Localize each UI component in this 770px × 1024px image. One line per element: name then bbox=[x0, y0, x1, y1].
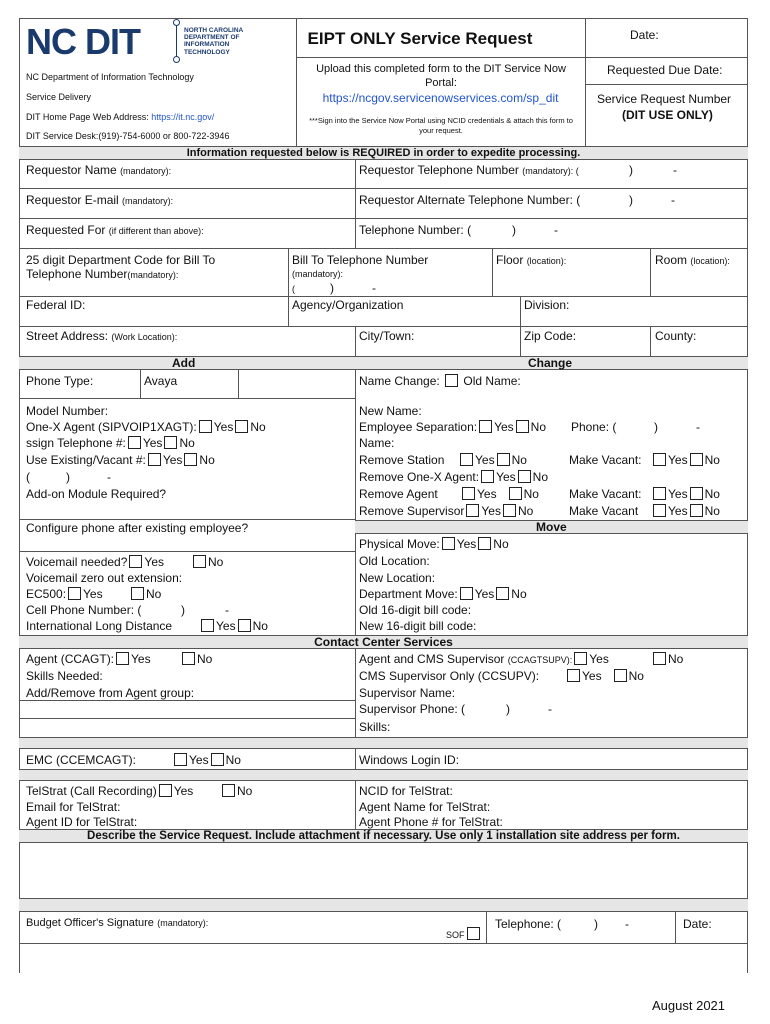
no-label: No bbox=[199, 453, 215, 467]
make-vacant-label: Make Vacant: bbox=[569, 487, 642, 501]
describe-banner: Describe the Service Request. Include attachment if necessary. Use only 1 installation site address per form. bbox=[87, 830, 680, 842]
checkbox[interactable] bbox=[222, 784, 235, 797]
no-label: No bbox=[208, 555, 224, 569]
name-change-row bbox=[359, 374, 521, 388]
yes-label: Yes bbox=[162, 453, 183, 467]
checkbox[interactable] bbox=[690, 487, 703, 500]
checkbox[interactable] bbox=[462, 487, 475, 500]
for-tel-label: Telephone Number: ( bbox=[359, 223, 472, 237]
intl-checks bbox=[199, 619, 268, 633]
vm-row bbox=[26, 555, 164, 569]
alt-tel-label: Requestor Alternate Telephone Number: ( bbox=[359, 193, 581, 207]
requestor-name bbox=[26, 163, 171, 178]
dash: - bbox=[625, 917, 629, 931]
telstrat-no bbox=[220, 784, 252, 798]
no-label: No bbox=[179, 436, 195, 450]
yes-label: Yes bbox=[173, 784, 194, 798]
county-label: County: bbox=[655, 329, 697, 343]
emc-row bbox=[26, 753, 136, 767]
yes-label: Yes bbox=[475, 453, 495, 467]
service-desk: DIT Service Desk:(919)-754-6000 or 800-722-3946 bbox=[26, 131, 230, 141]
requestor-tel-label: Requestor Telephone Number bbox=[359, 163, 519, 177]
srn-label: Service Request Number bbox=[597, 92, 732, 106]
cms-only-label: CMS Supervisor Only (CCSUPV): bbox=[359, 669, 540, 683]
new-location-label: New Location: bbox=[359, 571, 436, 585]
no-label: No bbox=[523, 487, 539, 501]
mandatory-note: (mandatory): ( bbox=[522, 166, 579, 176]
dash: - bbox=[372, 281, 376, 295]
separation-label: Employee Separation: bbox=[359, 420, 478, 434]
budget-label: Budget Officer's Signature bbox=[26, 917, 154, 929]
ec500-label: EC500: bbox=[26, 587, 67, 601]
paren-close: ) bbox=[629, 193, 633, 207]
checkbox[interactable] bbox=[479, 420, 492, 433]
srn-dit-use: (DIT USE ONLY) bbox=[622, 108, 713, 122]
checkbox[interactable] bbox=[653, 487, 666, 500]
checkbox[interactable] bbox=[235, 420, 248, 433]
budget-signature bbox=[26, 915, 208, 930]
checkbox[interactable] bbox=[128, 436, 141, 449]
no-label: No bbox=[237, 784, 253, 798]
logo-line: NORTH CAROLINA bbox=[184, 27, 244, 34]
addon-label: Add-on Module Required? bbox=[26, 487, 167, 501]
make-vacant-checks bbox=[651, 453, 720, 467]
dash: - bbox=[225, 603, 229, 617]
dash: - bbox=[554, 223, 558, 237]
logo-line: TECHNOLOGY bbox=[184, 48, 230, 56]
separation-row bbox=[359, 420, 546, 434]
yes-label: Yes bbox=[142, 436, 163, 450]
agent-phone-telstrat-label: Agent Phone # for TelStrat: bbox=[359, 815, 503, 829]
old-location-label: Old Location: bbox=[359, 554, 430, 568]
dept-move-row bbox=[359, 587, 527, 601]
ec500-no bbox=[129, 587, 161, 601]
checkbox[interactable] bbox=[509, 487, 522, 500]
street-label: Street Address: bbox=[26, 329, 109, 343]
web-label: DIT Home Page Web Address: bbox=[26, 112, 149, 122]
checkbox[interactable] bbox=[182, 652, 195, 665]
physical-move-row bbox=[359, 537, 509, 551]
agency-label: Agency/Organization bbox=[292, 298, 404, 312]
dept-code-line2 bbox=[26, 267, 178, 282]
mandatory-note: (mandatory): bbox=[157, 918, 209, 928]
checkbox[interactable] bbox=[164, 436, 177, 449]
mandatory-note: (mandatory): bbox=[127, 270, 179, 280]
no-label: No bbox=[146, 587, 162, 601]
web-address bbox=[26, 110, 214, 124]
remove-onex-row bbox=[359, 470, 548, 484]
yes-label: Yes bbox=[481, 504, 501, 518]
dept-code-label: 25 digit Department Code for Bill To bbox=[26, 253, 216, 267]
vm-zero-label: Voicemail zero out extension: bbox=[26, 571, 183, 585]
mandatory-note: (mandatory): bbox=[292, 269, 344, 279]
checkbox[interactable] bbox=[131, 587, 144, 600]
sup-phone-label: Supervisor Phone: ( bbox=[359, 702, 466, 716]
floor bbox=[496, 253, 566, 268]
paren-open: ( bbox=[26, 470, 30, 484]
telstrat-row bbox=[26, 784, 193, 798]
logo-circle-icon bbox=[173, 19, 180, 26]
yes-label: Yes bbox=[83, 587, 103, 601]
emc-checks bbox=[172, 753, 241, 767]
no-label: No bbox=[250, 420, 266, 434]
checkbox[interactable] bbox=[690, 453, 703, 466]
yes-label: Yes bbox=[668, 504, 688, 518]
checkbox[interactable] bbox=[496, 587, 509, 600]
add-header: Add bbox=[172, 356, 196, 370]
logo-divider bbox=[176, 24, 177, 58]
no-label: No bbox=[704, 453, 720, 467]
vm-no bbox=[191, 555, 223, 569]
agent-name-telstrat-label: Agent Name for TelStrat: bbox=[359, 800, 491, 814]
checkbox[interactable] bbox=[690, 504, 703, 517]
model-number-label: Model Number: bbox=[26, 404, 109, 418]
agent-cms-label: Agent and CMS Supervisor bbox=[359, 652, 505, 666]
name-change-label: Name Change: bbox=[359, 374, 440, 388]
remove-sup-label: Remove Supervisor bbox=[359, 504, 465, 518]
telephone-label: Telephone: ( bbox=[495, 917, 562, 931]
floor-label: Floor bbox=[496, 253, 524, 267]
checkbox[interactable] bbox=[653, 453, 666, 466]
checkbox[interactable] bbox=[159, 784, 172, 797]
room bbox=[655, 253, 730, 268]
checkbox[interactable] bbox=[460, 587, 473, 600]
cell-label: Cell Phone Number: ( bbox=[26, 603, 142, 617]
remove-station-checks bbox=[458, 453, 527, 467]
old-name-label: Old Name: bbox=[463, 374, 521, 388]
requestor-tel bbox=[359, 163, 579, 178]
onex-row bbox=[26, 420, 266, 434]
agent-label: Agent (CCAGT): bbox=[26, 652, 115, 666]
checkbox[interactable] bbox=[567, 669, 580, 682]
form-title: EIPT ONLY Service Request bbox=[307, 29, 533, 48]
street bbox=[26, 329, 177, 344]
date-label: Date: bbox=[630, 28, 659, 42]
old-bill-label: Old 16-digit bill code: bbox=[359, 603, 472, 617]
remove-sup-row bbox=[359, 504, 533, 518]
logo-line: INFORMATION bbox=[184, 41, 230, 49]
checkbox[interactable] bbox=[518, 470, 531, 483]
sep-name-label: Name: bbox=[359, 436, 395, 450]
no-label: No bbox=[197, 652, 213, 666]
cc-header: Contact Center Services bbox=[314, 635, 453, 649]
no-label: No bbox=[530, 420, 546, 434]
paren-close: ) bbox=[512, 223, 516, 237]
yes-label: Yes bbox=[213, 420, 234, 434]
checkbox[interactable] bbox=[184, 453, 197, 466]
checkbox[interactable] bbox=[148, 453, 161, 466]
requested-for bbox=[26, 223, 204, 238]
paren-close: ) bbox=[506, 702, 510, 716]
upload-instructions: Upload this completed form to the DIT Service Now Portal: bbox=[316, 63, 566, 89]
avaya-label: Avaya bbox=[144, 374, 178, 388]
sof-label: SOF bbox=[446, 930, 465, 940]
yes-label: Yes bbox=[189, 753, 209, 767]
mandatory-note: (mandatory): bbox=[120, 166, 172, 176]
dash: - bbox=[673, 163, 677, 177]
checkbox[interactable] bbox=[614, 669, 627, 682]
no-label: No bbox=[252, 619, 268, 633]
yes-label: Yes bbox=[216, 619, 236, 633]
cms-only-row bbox=[359, 669, 539, 683]
checkbox[interactable] bbox=[129, 555, 142, 568]
mandatory-note: (mandatory): bbox=[122, 196, 174, 206]
date-label: Date: bbox=[683, 917, 712, 931]
federal-id-label: Federal ID: bbox=[26, 298, 86, 312]
checkbox[interactable] bbox=[467, 927, 480, 940]
logo-mark: NC DIT bbox=[26, 21, 140, 62]
checkbox[interactable] bbox=[478, 537, 491, 550]
ec500-row bbox=[26, 587, 103, 601]
note: (if different than above): bbox=[108, 226, 204, 236]
yes-label: Yes bbox=[131, 652, 151, 666]
paren-close: ) bbox=[330, 281, 334, 295]
agent-no bbox=[180, 652, 212, 666]
dept-code-label2: Telephone Number bbox=[26, 267, 128, 281]
checkbox[interactable] bbox=[445, 374, 458, 387]
yes-label: Yes bbox=[144, 555, 164, 569]
onex-label: One-X Agent (SIPVOIP1XAGT): bbox=[26, 420, 197, 434]
division-label: Division: bbox=[524, 298, 570, 312]
make-vacant-checks bbox=[651, 487, 720, 501]
checkbox[interactable] bbox=[116, 652, 129, 665]
telstrat-label: TelStrat (Call Recording) bbox=[26, 784, 157, 798]
checkbox[interactable] bbox=[211, 753, 224, 766]
skills-needed-label: Skills Needed: bbox=[26, 669, 103, 683]
web-link[interactable]: https://it.nc.gov/ bbox=[151, 112, 215, 122]
sign-note: ***Sign into the Service Now Portal using NCID credentials & attach this form to your request. bbox=[309, 116, 573, 135]
checkbox[interactable] bbox=[497, 453, 510, 466]
dept-move-label: Department Move: bbox=[359, 587, 458, 601]
checkbox[interactable] bbox=[442, 537, 455, 550]
dept-name: NC Department of Information Technology bbox=[26, 72, 194, 82]
checkbox[interactable] bbox=[574, 652, 587, 665]
no-label: No bbox=[532, 470, 548, 484]
skills-label: Skills: bbox=[359, 720, 391, 734]
make-vacant-checks bbox=[651, 504, 720, 518]
logo-circle-icon bbox=[173, 56, 180, 63]
checkbox[interactable] bbox=[460, 453, 473, 466]
yes-label: Yes bbox=[494, 420, 514, 434]
required-banner: Information requested below is REQUIRED in order to expedite processing. bbox=[186, 147, 581, 159]
emc-label: EMC (CCEMCAGT): bbox=[26, 753, 136, 767]
no-label: No bbox=[704, 504, 720, 518]
note: (location): bbox=[526, 256, 567, 266]
vm-label: Voicemail needed? bbox=[26, 555, 128, 569]
checkbox[interactable] bbox=[199, 420, 212, 433]
paren-open: ( bbox=[292, 284, 295, 294]
new-bill-label: New 16-digit bill code: bbox=[359, 619, 477, 633]
physical-move-label: Physical Move: bbox=[359, 537, 440, 551]
intl-label: International Long Distance bbox=[26, 619, 173, 633]
remove-agent-checks bbox=[460, 487, 539, 501]
checkbox[interactable] bbox=[201, 619, 214, 632]
agent-group-label: Add/Remove from Agent group: bbox=[26, 686, 195, 700]
yes-label: Yes bbox=[668, 453, 688, 467]
note: (Work Location): bbox=[111, 332, 178, 342]
portal-link[interactable]: https://ncgov.servicenowservices.com/sp_dit bbox=[322, 91, 559, 105]
paren-close: ) bbox=[66, 470, 70, 484]
assign-label: ssign Telephone #: bbox=[26, 436, 126, 450]
zip-label: Zip Code: bbox=[524, 329, 577, 343]
no-label: No bbox=[517, 504, 534, 518]
checkbox[interactable] bbox=[193, 555, 206, 568]
room-label: Room bbox=[655, 253, 688, 267]
yes-label: Yes bbox=[668, 487, 688, 501]
make-vacant-label: Make Vacant bbox=[569, 504, 639, 518]
sof bbox=[446, 927, 482, 942]
dash: - bbox=[671, 193, 675, 207]
due-date-label: Requested Due Date: bbox=[607, 63, 723, 77]
version-date: August 2021 bbox=[652, 998, 726, 1013]
paren-close: ) bbox=[181, 603, 185, 617]
paren-close: ) bbox=[594, 917, 598, 931]
no-label: No bbox=[511, 453, 527, 467]
phone-type-label: Phone Type: bbox=[26, 374, 94, 388]
change-header: Change bbox=[528, 356, 573, 370]
yes-label: Yes bbox=[477, 487, 497, 501]
checkbox[interactable] bbox=[653, 504, 666, 517]
logo-line: DEPARTMENT OF bbox=[184, 34, 240, 42]
dash: - bbox=[107, 470, 111, 484]
remove-station-label: Remove Station bbox=[359, 453, 445, 467]
requestor-email bbox=[26, 193, 173, 208]
no-label: No bbox=[628, 669, 644, 683]
checkbox[interactable] bbox=[481, 470, 494, 483]
existing-label: Use Existing/Vacant #: bbox=[26, 453, 146, 467]
checkbox[interactable] bbox=[68, 587, 81, 600]
no-label: No bbox=[225, 753, 241, 767]
cms-only-checks bbox=[565, 669, 644, 683]
description-area[interactable] bbox=[20, 844, 747, 898]
yes-label: Yes bbox=[496, 470, 516, 484]
agent-id-telstrat-label: Agent ID for TelStrat: bbox=[26, 815, 138, 829]
requestor-email-label: Requestor E-mail bbox=[26, 193, 119, 207]
checkbox[interactable] bbox=[503, 504, 516, 517]
remove-onex-label: Remove One-X Agent: bbox=[359, 470, 480, 484]
bill-tel-label: Bill To Telephone Number bbox=[292, 253, 429, 267]
windows-login-label: Windows Login ID: bbox=[359, 753, 460, 767]
no-label: No bbox=[704, 487, 720, 501]
checkbox[interactable] bbox=[653, 652, 666, 665]
note: (location): bbox=[690, 256, 730, 266]
checkbox[interactable] bbox=[516, 420, 529, 433]
requested-for-label: Requested For bbox=[26, 223, 106, 237]
yes-label: Yes bbox=[456, 537, 477, 551]
existing-row bbox=[26, 453, 215, 467]
move-header: Move bbox=[536, 520, 567, 534]
remove-agent-label: Remove Agent bbox=[359, 487, 438, 501]
dash: - bbox=[548, 702, 552, 716]
agent-cms-no bbox=[651, 652, 683, 666]
yes-label: Yes bbox=[589, 652, 609, 666]
agent-cms-row bbox=[359, 652, 609, 667]
yes-label: Yes bbox=[474, 587, 495, 601]
no-label: No bbox=[668, 652, 684, 666]
nc-dit-logo bbox=[26, 22, 254, 62]
make-vacant-label: Make Vacant: bbox=[569, 453, 642, 467]
ncid-telstrat-label: NCID for TelStrat: bbox=[359, 784, 453, 798]
requestor-name-label: Requestor Name bbox=[26, 163, 117, 177]
agent-row bbox=[26, 652, 151, 666]
no-label: No bbox=[493, 537, 509, 551]
yes-label: Yes bbox=[582, 669, 602, 683]
service-delivery: Service Delivery bbox=[26, 92, 92, 102]
sep-phone-label: Phone: ( bbox=[571, 420, 617, 434]
no-label: No bbox=[511, 587, 527, 601]
paren-close: ) bbox=[654, 420, 658, 434]
checkbox[interactable] bbox=[238, 619, 251, 632]
dash: - bbox=[696, 420, 700, 434]
city-label: City/Town: bbox=[359, 329, 415, 343]
checkbox[interactable] bbox=[174, 753, 187, 766]
email-telstrat-label: Email for TelStrat: bbox=[26, 800, 121, 814]
new-name-label: New Name: bbox=[359, 404, 422, 418]
configure-label: Configure phone after existing employee? bbox=[26, 521, 249, 535]
assign-row bbox=[26, 436, 195, 450]
checkbox[interactable] bbox=[466, 504, 479, 517]
sup-name-label: Supervisor Name: bbox=[359, 686, 456, 700]
paren-close: ) bbox=[629, 163, 633, 177]
note: (CCAGTSUPV): bbox=[507, 655, 573, 665]
